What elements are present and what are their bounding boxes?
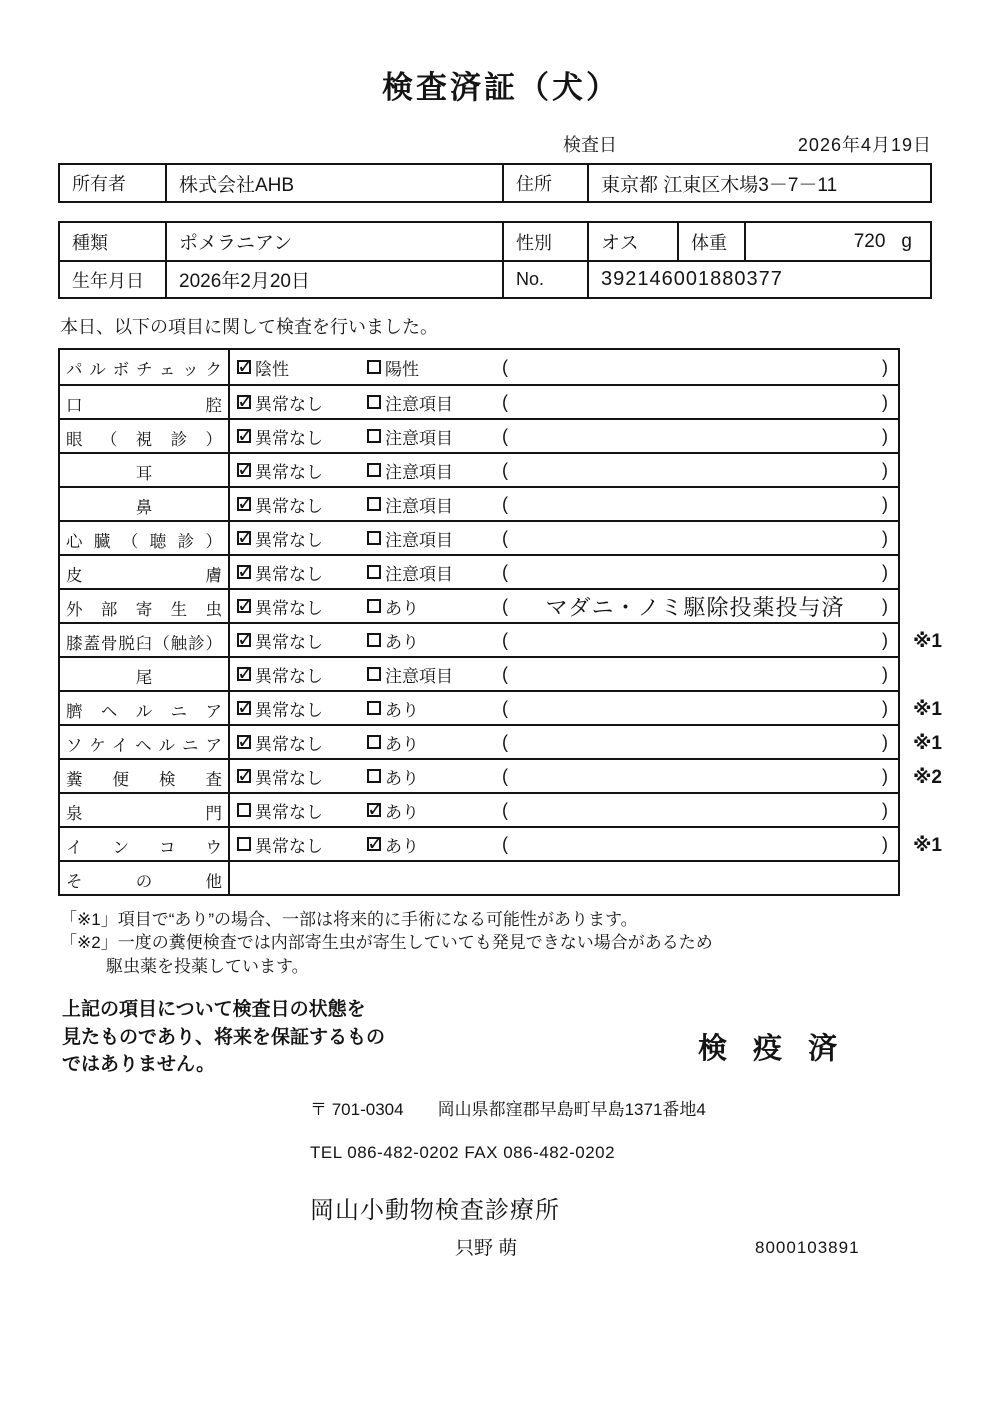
exam-item-label: パルボチェック xyxy=(60,350,230,384)
weight-value xyxy=(744,223,930,260)
exam-option xyxy=(367,628,497,653)
exam-note-cell xyxy=(497,528,898,549)
exam-option-label: 異常なし xyxy=(255,632,323,652)
exam-option xyxy=(237,696,367,721)
exam-note-cell xyxy=(497,698,898,719)
open-paren: ( xyxy=(502,799,508,820)
inspection-date-value: 2026年4月19日 xyxy=(797,135,932,155)
intro-text: 本日、以下の項目に関して検査を行いました。 xyxy=(60,317,438,337)
exam-option-label: 異常なし xyxy=(255,666,323,686)
exam-row xyxy=(60,418,898,452)
exam-option-label: 異常なし xyxy=(255,734,323,754)
inspection-date-row xyxy=(58,131,932,157)
exam-note-cell xyxy=(497,357,898,378)
registration-no-label: No. xyxy=(502,260,587,297)
exam-row xyxy=(60,656,898,690)
reference-mark: ※1 xyxy=(912,699,942,720)
close-paren: ) xyxy=(882,731,888,752)
clinic-tel-fax: TEL 086-482-0202 FAX 086-482-0202 xyxy=(310,1143,616,1162)
checkbox-checked-icon xyxy=(237,463,251,477)
exam-options-cell xyxy=(230,386,898,418)
open-paren: ( xyxy=(502,833,508,854)
exam-option-label: 異常なし xyxy=(255,598,323,618)
examiner-name: 只野 萌 xyxy=(455,1238,518,1259)
exam-option xyxy=(237,424,367,449)
exam-options-cell xyxy=(230,522,898,554)
exam-item-label: 耳 xyxy=(60,454,230,486)
reference-mark: ※1 xyxy=(912,631,942,652)
open-paren: ( xyxy=(502,425,508,446)
exam-option xyxy=(367,458,497,483)
exam-option-label: 注意項目 xyxy=(385,428,453,448)
exam-option xyxy=(367,492,497,517)
checkbox-checked-icon xyxy=(367,803,381,817)
exam-item-label: 鼻 xyxy=(60,488,230,520)
exam-options-cell xyxy=(230,454,898,486)
exam-option xyxy=(237,730,367,755)
exam-option-label: 異常なし xyxy=(255,394,323,414)
checkbox-unchecked-icon xyxy=(367,463,381,477)
checkbox-checked-icon xyxy=(237,735,251,749)
exam-option xyxy=(237,628,367,653)
exam-options-cell xyxy=(230,624,898,656)
exam-row xyxy=(60,384,898,418)
checkbox-unchecked-icon xyxy=(367,769,381,783)
exam-option-label: あり xyxy=(385,768,419,788)
disclaimer-line-2: 見たものであり、将来を保証するもの xyxy=(62,1026,386,1048)
exam-option xyxy=(367,424,497,449)
reference-mark: ※1 xyxy=(912,835,942,856)
exam-option-label: 異常なし xyxy=(255,496,323,516)
exam-option-label: 異常なし xyxy=(255,564,323,584)
exam-row xyxy=(60,758,942,792)
exam-item-label: インコウ xyxy=(60,828,230,860)
exam-note-cell xyxy=(497,392,898,413)
exam-item-label: 眼（視診） xyxy=(60,420,230,452)
address-label: 住所 xyxy=(502,165,587,201)
checkbox-checked-icon xyxy=(237,769,251,783)
open-paren: ( xyxy=(502,356,508,377)
weight-unit: g xyxy=(901,230,912,252)
exam-option xyxy=(367,764,497,789)
close-paren: ) xyxy=(882,459,888,480)
exam-option xyxy=(367,832,497,857)
weight-number: 720 xyxy=(853,230,886,252)
exam-note-cell xyxy=(497,630,898,651)
checkbox-unchecked-icon xyxy=(367,599,381,613)
clinic-address-line xyxy=(310,1095,1002,1120)
exam-option xyxy=(367,662,497,687)
exam-option-label: 陰性 xyxy=(255,359,289,379)
exam-options-cell xyxy=(230,350,898,384)
exam-item-label: その他 xyxy=(60,862,230,894)
exam-table xyxy=(58,348,942,896)
exam-options-cell xyxy=(230,794,898,826)
exam-option xyxy=(237,526,367,551)
close-paren: ) xyxy=(882,799,888,820)
clinic-info xyxy=(310,1095,1002,1260)
checkbox-unchecked-icon xyxy=(367,497,381,511)
open-paren: ( xyxy=(502,697,508,718)
exam-item-label: 尾 xyxy=(60,658,230,690)
checkbox-unchecked-icon xyxy=(367,395,381,409)
checkbox-checked-icon xyxy=(237,599,251,613)
reference-mark: ※2 xyxy=(912,767,942,788)
exam-option xyxy=(237,798,367,823)
close-paren: ) xyxy=(881,595,888,616)
checkbox-unchecked-icon xyxy=(367,565,381,579)
exam-option xyxy=(237,492,367,517)
exam-options-cell xyxy=(230,658,898,690)
checkbox-checked-icon xyxy=(237,497,251,511)
exam-note-cell xyxy=(497,766,898,787)
owner-value: 株式会社AHB xyxy=(165,165,502,201)
exam-row xyxy=(60,792,898,826)
exam-option-label: 異常なし xyxy=(255,462,323,482)
owner-table xyxy=(58,163,932,203)
exam-row xyxy=(60,724,942,758)
checkbox-unchecked-icon xyxy=(367,735,381,749)
weight-label: 体重 xyxy=(677,223,744,260)
exam-note-cell xyxy=(497,732,898,753)
birthdate-label: 生年月日 xyxy=(60,260,165,297)
open-paren: ( xyxy=(502,493,508,514)
clinic-address: 岡山県都窪郡早島町早島1371番地4 xyxy=(437,1100,706,1119)
exam-note-cell xyxy=(497,591,898,622)
exam-option-label: あり xyxy=(385,734,419,754)
exam-note-text: マダニ・ノミ駆除投薬投与済 xyxy=(545,594,845,620)
close-paren: ) xyxy=(882,527,888,548)
exam-option-label: あり xyxy=(385,802,419,822)
exam-option-label: 異常なし xyxy=(255,530,323,550)
footnote-2: 「※2」一度の糞便検査では内部寄生虫が寄生していても発見できない場合があるため xyxy=(60,933,713,953)
exam-options-cell xyxy=(230,828,898,860)
exam-option xyxy=(237,764,367,789)
clinic-name: 岡山小動物検査診療所 xyxy=(310,1197,560,1224)
checkbox-checked-icon xyxy=(237,701,251,715)
open-paren: ( xyxy=(502,459,508,480)
exam-item-label: 泉門 xyxy=(60,794,230,826)
exam-option-label: あり xyxy=(385,632,419,652)
page-title: 検査済証（犬） xyxy=(382,70,620,105)
exam-option-label: 異常なし xyxy=(255,428,323,448)
close-paren: ) xyxy=(882,561,888,582)
exam-note-cell xyxy=(497,426,898,447)
footnote-2-continued: 駆虫薬を投薬しています。 xyxy=(106,956,309,976)
exam-row xyxy=(60,486,898,520)
breed-label: 種類 xyxy=(72,232,108,253)
exam-options-cell xyxy=(230,726,898,758)
exam-row xyxy=(60,350,898,384)
checkbox-checked-icon xyxy=(237,565,251,579)
open-paren: ( xyxy=(502,663,508,684)
open-paren: ( xyxy=(502,561,508,582)
checkbox-checked-icon xyxy=(367,837,381,851)
exam-row xyxy=(60,826,942,860)
disclaimer-line-3: ではありません。 xyxy=(62,1054,216,1076)
exam-option xyxy=(237,832,367,857)
checkbox-checked-icon xyxy=(237,667,251,681)
exam-option xyxy=(367,594,497,619)
exam-option xyxy=(367,355,497,380)
exam-options-cell xyxy=(230,590,898,622)
checkbox-unchecked-icon xyxy=(367,429,381,443)
checkbox-unchecked-icon xyxy=(237,837,251,851)
exam-item-label: 口腔 xyxy=(60,386,230,418)
exam-options-cell xyxy=(230,692,898,724)
checkbox-unchecked-icon xyxy=(367,531,381,545)
exam-option xyxy=(367,696,497,721)
registration-no-value: 392146001880377 xyxy=(587,260,930,297)
exam-option-label: 注意項目 xyxy=(385,496,453,516)
checkbox-unchecked-icon xyxy=(237,803,251,817)
exam-note-cell xyxy=(497,664,898,685)
open-paren: ( xyxy=(502,629,508,650)
close-paren: ) xyxy=(882,356,888,377)
close-paren: ) xyxy=(882,697,888,718)
exam-option xyxy=(237,662,367,687)
checkbox-unchecked-icon xyxy=(367,633,381,647)
open-paren: ( xyxy=(502,391,508,412)
clinic-postal-code: 〒 701-0304 xyxy=(310,1100,404,1119)
exam-row xyxy=(60,588,898,622)
exam-note-cell xyxy=(497,834,898,855)
close-paren: ) xyxy=(882,765,888,786)
reference-mark: ※1 xyxy=(912,733,942,754)
exam-empty-cell xyxy=(230,862,898,894)
exam-option xyxy=(237,594,367,619)
exam-option xyxy=(237,355,367,380)
exam-row xyxy=(60,860,898,894)
exam-option-label: 陽性 xyxy=(385,359,419,379)
exam-option-label: あり xyxy=(385,836,419,856)
birthdate-value: 2026年2月20日 xyxy=(165,260,502,297)
checkbox-checked-icon xyxy=(237,395,251,409)
footnotes xyxy=(60,908,1002,978)
exam-item-label: 外部寄生虫 xyxy=(60,590,230,622)
exam-row xyxy=(60,690,942,724)
address-value: 東京都 江東区木場3－7－11 xyxy=(587,165,930,201)
close-paren: ) xyxy=(882,663,888,684)
checkbox-unchecked-icon xyxy=(367,701,381,715)
close-paren: ) xyxy=(882,833,888,854)
open-paren: ( xyxy=(502,731,508,752)
close-paren: ) xyxy=(882,493,888,514)
close-paren: ) xyxy=(882,629,888,650)
exam-note-cell xyxy=(497,562,898,583)
checkbox-checked-icon xyxy=(237,360,251,374)
owner-label: 所有者 xyxy=(72,174,126,194)
exam-note-cell xyxy=(497,800,898,821)
exam-item-label: 糞便検査 xyxy=(60,760,230,792)
exam-option-label: 異常なし xyxy=(255,836,323,856)
exam-option xyxy=(367,730,497,755)
exam-row xyxy=(60,452,898,486)
checkbox-checked-icon xyxy=(237,633,251,647)
exam-item-label: 心臓（聴診） xyxy=(60,522,230,554)
exam-option-label: 異常なし xyxy=(255,700,323,720)
exam-item-label: 膝蓋骨脱臼（触診） xyxy=(60,624,230,656)
exam-options-cell xyxy=(230,760,898,792)
exam-option xyxy=(237,458,367,483)
checkbox-unchecked-icon xyxy=(367,360,381,374)
exam-option-label: あり xyxy=(385,598,419,618)
exam-item-label: 臍ヘルニア xyxy=(60,692,230,724)
exam-item-label: 皮膚 xyxy=(60,556,230,588)
close-paren: ) xyxy=(882,425,888,446)
sex-label: 性別 xyxy=(502,223,587,260)
exam-option-label: 注意項目 xyxy=(385,666,453,686)
exam-row xyxy=(60,554,898,588)
exam-option xyxy=(367,526,497,551)
exam-option xyxy=(367,798,497,823)
pet-table xyxy=(58,221,932,299)
exam-options-cell xyxy=(230,556,898,588)
checkbox-checked-icon xyxy=(237,531,251,545)
inspection-date-label: 検査日 xyxy=(563,135,617,155)
document-serial-number: 8000103891 xyxy=(755,1238,860,1257)
exam-option xyxy=(237,390,367,415)
exam-option-label: 注意項目 xyxy=(385,564,453,584)
exam-options-cell xyxy=(230,488,898,520)
exam-row xyxy=(60,622,942,656)
exam-option xyxy=(367,560,497,585)
exam-option-label: 注意項目 xyxy=(385,394,453,414)
exam-option xyxy=(237,560,367,585)
footnote-1: 「※1」項目で“あり”の場合、一部は将来的に手術になる可能性があります。 xyxy=(60,910,638,929)
exam-option-label: あり xyxy=(385,700,419,720)
exam-option-label: 注意項目 xyxy=(385,530,453,550)
close-paren: ) xyxy=(882,391,888,412)
open-paren: ( xyxy=(502,765,508,786)
exam-row xyxy=(60,520,898,554)
exam-option xyxy=(367,390,497,415)
open-paren: ( xyxy=(502,527,508,548)
breed-value: ポメラニアン xyxy=(165,223,502,260)
sex-value: オス xyxy=(587,223,677,260)
open-paren: ( xyxy=(502,595,508,616)
disclaimer-line-1: 上記の項目について検査日の状態を xyxy=(62,999,366,1021)
exam-options-cell xyxy=(230,420,898,452)
exam-note-cell xyxy=(497,494,898,515)
quarantine-passed-stamp: 検 疫 済 xyxy=(698,1033,847,1065)
disclaimer-text xyxy=(62,996,1002,1079)
exam-option-label: 異常なし xyxy=(255,768,323,788)
exam-item-label: ソケイヘルニア xyxy=(60,726,230,758)
checkbox-unchecked-icon xyxy=(367,667,381,681)
exam-option-label: 注意項目 xyxy=(385,462,453,482)
exam-option-label: 異常なし xyxy=(255,802,323,822)
exam-note-cell xyxy=(497,460,898,481)
checkbox-checked-icon xyxy=(237,429,251,443)
